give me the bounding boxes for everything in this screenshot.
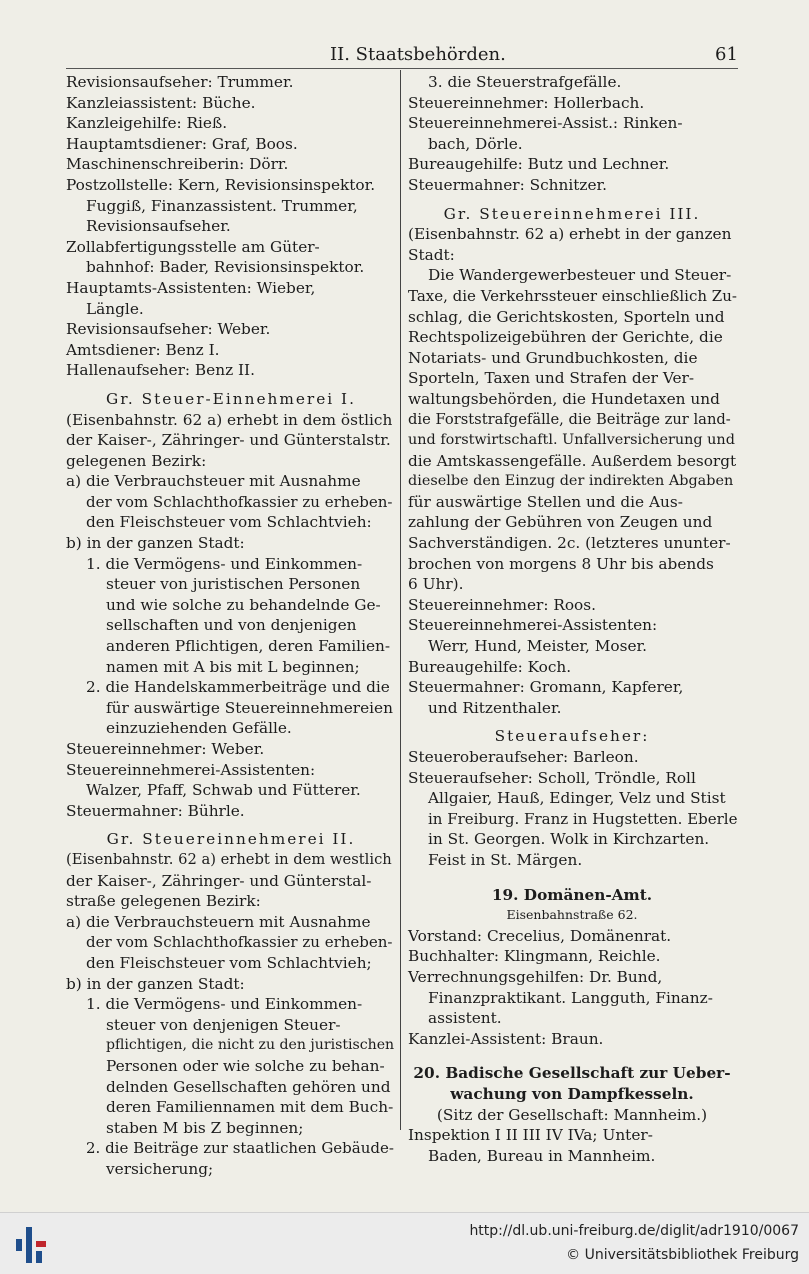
text-line: Steueraufseher: Scholl, Tröndle, Roll bbox=[408, 768, 696, 787]
text-line: Revisionsaufseher. bbox=[86, 217, 231, 236]
text-line: namen mit A bis mit L beginnen; bbox=[106, 657, 360, 676]
text-line: Walzer, Pfaff, Schwab und Fütterer. bbox=[86, 781, 361, 800]
text-line: delnden Gesellschaften gehören und bbox=[106, 1077, 391, 1096]
text-line: bahnhof: Bader, Revisionsinspektor. bbox=[86, 258, 365, 277]
text-line: Baden, Bureau in Mannheim. bbox=[428, 1146, 656, 1165]
text-line: zahlung der Gebühren von Zeugen und bbox=[408, 513, 713, 532]
text-line: Stadt: bbox=[408, 245, 455, 264]
section-heading: 20. Badische Gesellschaft zur Ueber- bbox=[413, 1064, 731, 1083]
text-line: der Kaiser-, Zähringer- und Günterstal- bbox=[66, 871, 372, 890]
text-line: a) die Verbrauchsteuer mit Ausnahme bbox=[66, 472, 361, 491]
right-column bbox=[408, 72, 736, 1166]
text-line: Vorstand: Crecelius, Domänenrat. bbox=[408, 926, 672, 945]
text-line: 2. die Beiträge zur staatlichen Gebäude- bbox=[86, 1139, 394, 1158]
text-line: Feist in St. Märgen. bbox=[428, 850, 583, 869]
text-line: und forstwirtschaftl. Unfallversicherung und bbox=[408, 432, 735, 449]
section-heading: Gr. Steuereinnehmerei II. bbox=[106, 830, 356, 849]
text-line: in Freiburg. Franz in Hugstetten. Eberle bbox=[428, 809, 738, 828]
text-line: Hauptamtsdiener: Graf, Boos. bbox=[66, 134, 298, 153]
text-line: bach, Dörle. bbox=[428, 134, 523, 153]
text-line: Sachverständigen. 2c. (letzteres ununter- bbox=[408, 534, 731, 553]
header-rule bbox=[66, 68, 738, 69]
text-line: Bureaugehilfe: Koch. bbox=[408, 657, 572, 676]
text-line: pflichtigen, die nicht zu den juristischen bbox=[106, 1037, 395, 1054]
text-line: Kanzleigehilfe: Rieß. bbox=[66, 114, 228, 133]
text-line: Rechtspolizeigebühren der Gerichte, die bbox=[408, 328, 723, 347]
text-line: der vom Schlachthofkassier zu erheben- bbox=[86, 492, 393, 511]
text-line: Steuermahner: Bührle. bbox=[66, 801, 245, 820]
section-heading: Steueraufseher: bbox=[494, 727, 650, 746]
section-heading: wachung von Dampfkesseln. bbox=[450, 1084, 694, 1103]
text-line: den Fleischsteuer vom Schlachtvieh: bbox=[86, 513, 372, 532]
text-line: (Eisenbahnstr. 62 a) erhebt in dem westlich bbox=[66, 850, 392, 868]
text-line: für auswärtige Steuereinnehmereien bbox=[106, 698, 393, 717]
text-line: Steuereinnehmerei-Assistenten: bbox=[408, 616, 658, 635]
text-line: straße gelegenen Bezirk: bbox=[66, 892, 261, 911]
text-line: Revisionsaufseher: Weber. bbox=[66, 320, 271, 339]
text-line: Taxe, die Verkehrssteuer einschließlich Zu- bbox=[408, 286, 737, 305]
text-line: die Forststrafgefälle, die Beiträge zur land- bbox=[408, 410, 731, 428]
viewer-footer bbox=[0, 1212, 809, 1274]
text-line: Steuereinnehmer: Weber. bbox=[66, 740, 265, 758]
text-line: der vom Schlachthofkassier zu erheben- bbox=[86, 933, 393, 952]
text-line: gelegenen Bezirk: bbox=[66, 451, 207, 470]
text-line: Steuereinnehmer: Roos. bbox=[408, 595, 596, 614]
text-line: Steueroberaufseher: Barleon. bbox=[408, 748, 639, 766]
text-line: waltungsbehörden, die Hundetaxen und bbox=[408, 389, 720, 408]
text-line: Längle. bbox=[86, 299, 144, 318]
text-line: staben M bis Z beginnen; bbox=[106, 1118, 304, 1137]
left-column bbox=[66, 72, 396, 1179]
text-line: den Fleischsteuer vom Schlachtvieh; bbox=[86, 953, 372, 972]
text-line: Amtsdiener: Benz I. bbox=[66, 340, 220, 359]
text-line: Steuereinnehmerei-Assist.: Rinken- bbox=[408, 114, 683, 133]
text-line: Hauptamts-Assistenten: Wieber, bbox=[66, 278, 316, 297]
text-line: Inspektion I II III IV IVa; Unter- bbox=[408, 1126, 653, 1145]
text-line: in St. Georgen. Wolk in Kirchzarten. bbox=[428, 830, 710, 849]
text-line: 6 Uhr). bbox=[408, 575, 464, 594]
text-line: 3. die Steuerstrafgefälle. bbox=[428, 73, 622, 91]
text-line: steuer von juristischen Personen bbox=[106, 575, 361, 594]
text-line: Steuermahner: Schnitzer. bbox=[408, 175, 608, 194]
text-line: und wie solche zu behandelnde Ge- bbox=[106, 595, 381, 614]
text-line: versicherung; bbox=[106, 1159, 214, 1178]
text-line: Buchhalter: Klingmann, Reichle. bbox=[408, 947, 661, 966]
text-line: brochen von morgens 8 Uhr bis abends bbox=[408, 554, 714, 573]
text-line: Fuggiß, Finanzassistent. Trummer, bbox=[86, 196, 358, 215]
text-line: Werr, Hund, Meister, Moser. bbox=[428, 637, 648, 656]
text-line: Zollabfertigungsstelle am Güter- bbox=[66, 237, 320, 256]
copyright-notice: © Universitätsbibliothek Freiburg bbox=[566, 1247, 799, 1263]
text-line: Steuermahner: Gromann, Kapferer, bbox=[408, 678, 684, 697]
text-line: Sporteln, Taxen und Strafen der Ver- bbox=[408, 369, 695, 388]
text-line: anderen Pflichtigen, deren Familien- bbox=[106, 637, 391, 656]
text-line: die Amtskassengefälle. Außerdem besorgt bbox=[408, 451, 737, 470]
column-divider bbox=[400, 70, 401, 1130]
page-number: 61 bbox=[715, 44, 738, 65]
text-line: Finanzpraktikant. Langguth, Finanz- bbox=[428, 988, 713, 1007]
text-line: Bureaugehilfe: Butz und Lechner. bbox=[408, 155, 670, 174]
text-line: für auswärtige Stellen und die Aus- bbox=[408, 492, 683, 511]
library-logo-icon bbox=[14, 1225, 54, 1265]
text-line: a) die Verbrauchsteuern mit Ausnahme bbox=[66, 912, 371, 931]
text-line: dieselbe den Einzug der indirekten Abgaben bbox=[408, 473, 734, 490]
text-line: steuer von denjenigen Steuer- bbox=[106, 1015, 341, 1034]
text-line: Steuereinnehmer: Hollerbach. bbox=[408, 93, 645, 112]
text-line: Kanzlei-Assistent: Braun. bbox=[408, 1029, 604, 1048]
text-line: Postzollstelle: Kern, Revisionsinspektor. bbox=[66, 175, 376, 194]
text-line: Hallenaufseher: Benz II. bbox=[66, 361, 255, 380]
text-line: (Eisenbahnstr. 62 a) erhebt in der ganzen bbox=[408, 225, 732, 244]
section-address: Eisenbahnstraße 62. bbox=[506, 907, 638, 923]
text-line: (Eisenbahnstr. 62 a) erhebt in dem östlich bbox=[66, 410, 393, 429]
text-line: 2. die Handelskammerbeiträge und die bbox=[86, 678, 390, 697]
text-line: Kanzleiassistent: Büche. bbox=[66, 93, 256, 112]
text-line: Personen oder wie solche zu behan- bbox=[106, 1056, 385, 1075]
text-line: Allgaier, Hauß, Edinger, Velz und Stist bbox=[428, 789, 726, 808]
text-line: sellschaften und von denjenigen bbox=[106, 616, 357, 635]
text-line: assistent. bbox=[428, 1009, 502, 1028]
text-line: Maschinenschreiberin: Dörr. bbox=[66, 155, 289, 174]
text-line: deren Familiennamen mit dem Buch- bbox=[106, 1098, 394, 1117]
text-line: schlag, die Gerichtskosten, Sporteln und bbox=[408, 307, 725, 326]
section-heading: Gr. Steuereinnehmerei III. bbox=[443, 204, 701, 223]
running-header-title: II. Staatsbehörden. bbox=[330, 44, 506, 65]
text-line: b) in der ganzen Stadt: bbox=[66, 534, 245, 553]
text-line: Steuereinnehmerei-Assistenten: bbox=[66, 760, 316, 779]
text-line: 1. die Vermögens- und Einkommen- bbox=[86, 554, 363, 573]
text-line: (Sitz der Gesellschaft: Mannheim.) bbox=[436, 1105, 708, 1124]
text-line: der Kaiser-, Zähringer- und Günterstalstr. bbox=[66, 431, 391, 450]
text-line: einzuziehenden Gefälle. bbox=[106, 719, 292, 738]
text-line: 1. die Vermögens- und Einkommen- bbox=[86, 995, 363, 1014]
section-heading: Gr. Steuer-Einnehmerei I. bbox=[106, 389, 356, 408]
text-line: und Ritzenthaler. bbox=[428, 698, 562, 717]
text-line: b) in der ganzen Stadt: bbox=[66, 974, 245, 993]
text-line: Verrechnungsgehilfen: Dr. Bund, bbox=[408, 967, 663, 986]
text-line: Revisionsaufseher: Trummer. bbox=[66, 73, 294, 91]
text-line: Notariats- und Grundbuchkosten, die bbox=[408, 348, 698, 367]
section-heading: 19. Domänen-Amt. bbox=[491, 885, 653, 904]
text-line: Die Wandergewerbesteuer und Steuer- bbox=[428, 266, 732, 285]
permalink-url[interactable]: http://dl.ub.uni-freiburg.de/diglit/adr1910/0067 bbox=[469, 1223, 799, 1239]
